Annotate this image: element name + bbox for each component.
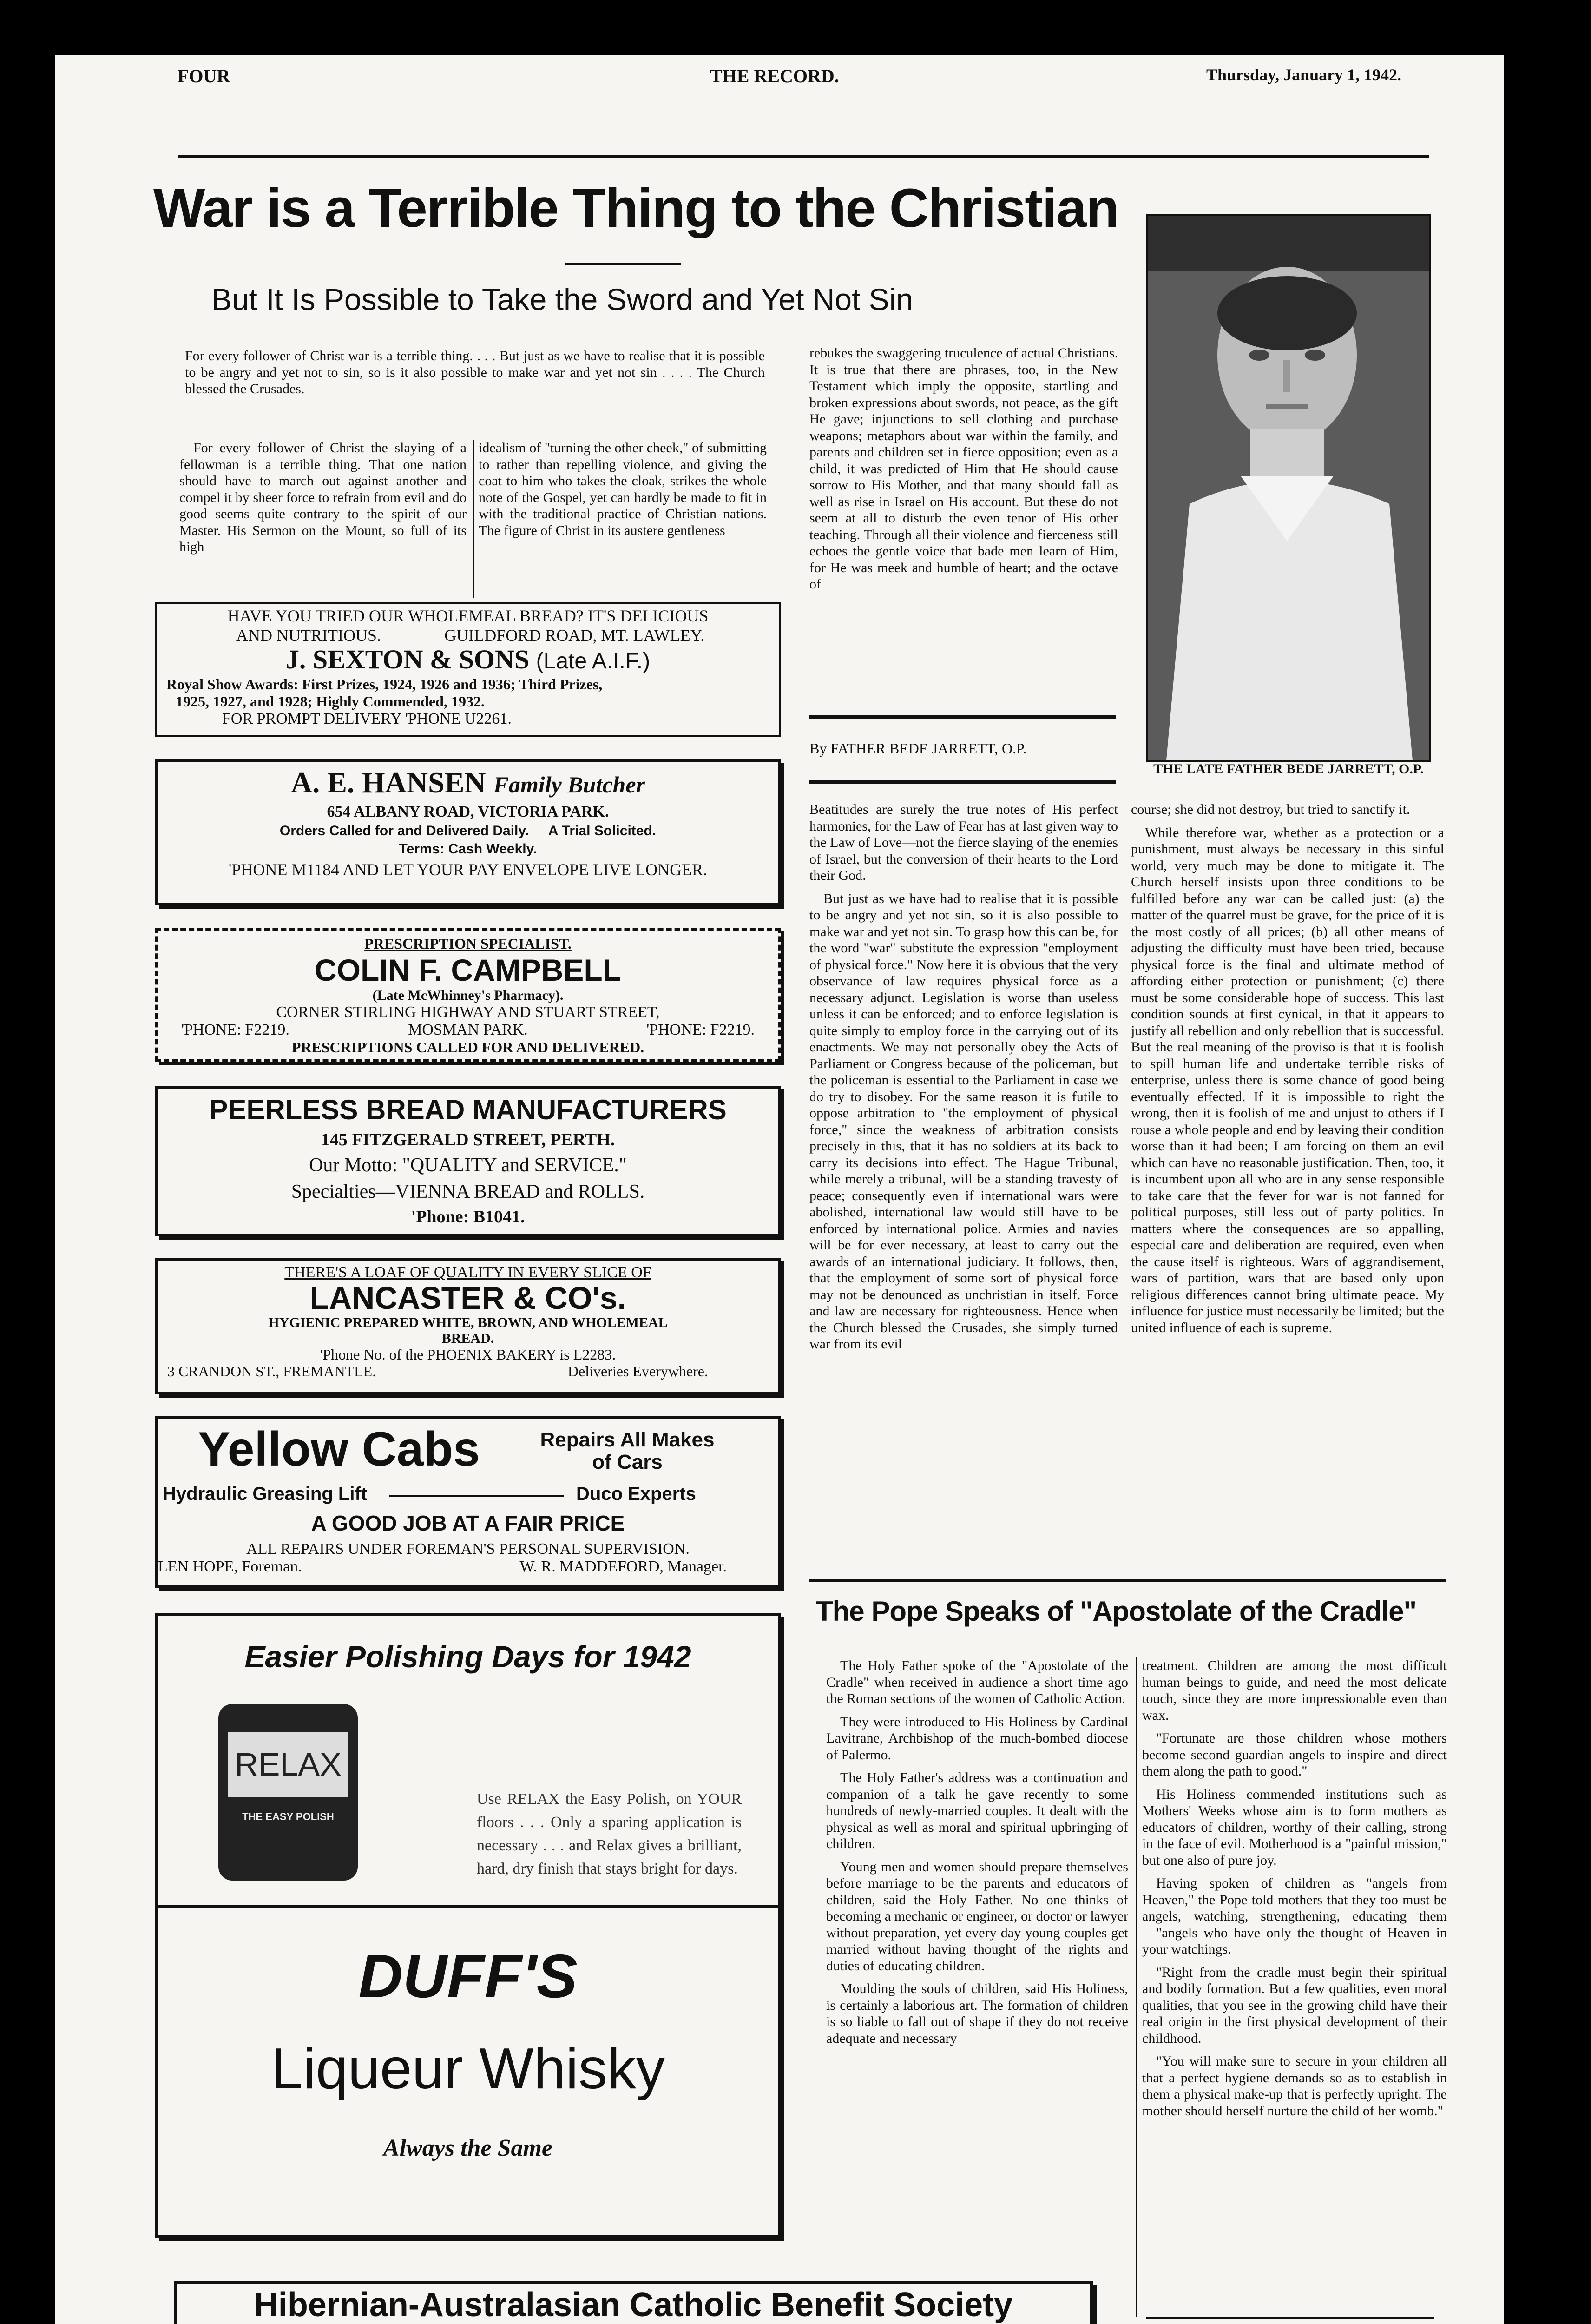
column-rule [473, 440, 474, 598]
masthead-title: THE RECORD. [710, 66, 839, 86]
ad-body: Use RELAX the Easy Polish, on YOUR floors . . . Only a sparing application is necessary . . . and Relax gives a brilliant, hard, dry finish that stays bright for days. [477, 1790, 742, 1877]
ad-line: W. R. MADDEFORD, Manager. [519, 1558, 727, 1575]
ad-product: Liqueur Whisky [271, 2037, 665, 2101]
ad-line: Hydraulic Greasing Lift [163, 1484, 368, 1504]
section-rule [809, 1579, 1446, 1582]
ad-yellow-cabs [155, 1416, 781, 1588]
ad-tagline: Always the Same [383, 2135, 553, 2161]
ad-line: 'PHONE: F2219. [646, 1021, 755, 1038]
ad-line: A GOOD JOB AT A FAIR PRICE [311, 1511, 625, 1535]
ad-line: LEN HOPE, Foreman. [158, 1558, 302, 1575]
ad-line: Duco Experts [576, 1484, 696, 1504]
ad-line: HYGIENIC PREPARED WHITE, BROWN, AND WHOLEMEAL [268, 1315, 668, 1330]
ad-line: A Trial Solicited. [548, 823, 657, 838]
ad-lancaster [155, 1258, 781, 1394]
ad-line: 'Phone No. of the PHOENIX BAKERY is L2283. [320, 1346, 616, 1363]
issue-date: Thursday, January 1, 1942. [1206, 66, 1402, 84]
ad-line: THERE'S A LOAF OF QUALITY IN EVERY SLICE OF [284, 1264, 651, 1281]
column-rule [1136, 1657, 1137, 2317]
ad-line: Terms: Cash Weekly. [399, 841, 537, 857]
ad-line: ALL REPAIRS UNDER FOREMAN'S PERSONAL SUPERVISION. [246, 1540, 690, 1558]
ad-line: Family Butcher [493, 772, 645, 798]
ad-line: 654 ALBANY ROAD, VICTORIA PARK. [327, 803, 609, 820]
ad-line: Orders Called for and Delivered Daily. [279, 823, 529, 838]
ad-line: CORNER STIRLING HIGHWAY AND STUART STREET, [276, 1004, 660, 1021]
ad-line: Specialties—VIENNA BREAD and ROLLS. [291, 1181, 645, 1202]
ad-line: Repairs All Makes of Cars [540, 1428, 715, 1473]
ad-line: 145 FITZGERALD STREET, PERTH. [321, 1130, 615, 1149]
header-rule [178, 155, 1429, 158]
article-column-3: rebukes the swaggering truculence of actual Christians. It is true that there are phrases, too, in the New Testament which imply the opposite, startling and broken expressions about swords, not peace, as the gift He gave; injunctions to sell clothing and purchase weapons; metaphors about war within the family, and parents and children set in fierce opposition; even as a child, it was predicted of Him that He should cause sorrow to His Mother, and that many should fall as well as rise in Israel on His account. But these do not seem at all to disturb the even tenor of His other teaching. Through all their violence and fierceness still echoes the gentle voice that bade men learn of Him, for He was meek and humble of heart; and the octave of [809, 345, 1118, 592]
portrait-photo [1146, 214, 1431, 762]
ad-name: LANCASTER & CO's. [309, 1281, 626, 1316]
ad-name: J. SEXTON & SONS [285, 644, 530, 674]
article-column-3-continued: Beatitudes are surely the true notes of His perfect harmonies, for the Law of Fear has at last given way to the Law of Love—not the fierce slaying of the enemies of Israel, but the conversion of their hearts to the Lord their God. But just as we have had to realise that it is possible to be angry and yet not sin, so it is also possible to make war and yet not sin. To grasp how this can be, for the word "war" substitute the expression "employment of physical force." Now here it is obvious that the very observance of law requires physical force as a necessary adjunct. Legislation is worse than useless unless it can be enforced; and to enforce legislation is quite simply to employ force in the carrying out of its enactments. We may not personally obey the Acts of Parliament or Congress because of the policeman, but the policeman is essential to the Parliament in case we do try to disobey. For the same reason it is futile to oppose arbitration to "the employment of physical force," since the weakness of arbitration consists precisely in this, that it has no soldiers at its back to carry its decisions into effect. The Hague Tribunal, while merely a tribunal, will be a standing travesty of peace; consequently even if international wars were abolished, international law would still have to be enforced by international police. Armies and navies will be for ever necessary, at least to carry out the awards of an international judiciary. It follows, then, that the employment of some sort of physical force may not be denounced as unchristian in itself. Force and law are necessary for righteousness. Hence when the Church blessed the Crusades, she simply turned war from its evil [809, 802, 1118, 1352]
tin-label: RELAX [228, 1732, 348, 1797]
ad-line: 'Phone: B1041. [411, 1207, 525, 1227]
ad-hansen [155, 759, 781, 905]
classified-rule [1146, 2317, 1434, 2319]
ad-line: 'PHONE: F2219. [181, 1021, 289, 1038]
article-column-1: For every follower of Christ the slaying of a fellowman is a terrible thing. That one nation should have to march out against another and compel it by sheer force to refrain from evil and do good seems quite contrary to the spirit of our Master. His Sermon on the Mount, so full of its high [179, 440, 467, 555]
ad-line: GUILDFORD ROAD, MT. LAWLEY. [444, 626, 704, 645]
article-subheadline: But It Is Possible to Take the Sword and Yet Not Sin [211, 282, 914, 317]
page-number: FOUR [178, 66, 230, 86]
ad-name: Hibernian-Australasian Catholic Benefit Society [254, 2286, 1013, 2324]
ad-line: BREAD. [441, 1331, 494, 1346]
ad-line: MOSMAN PARK. [408, 1021, 528, 1038]
ad-relax [155, 1613, 781, 2238]
ad-line: FOR PROMPT DELIVERY 'PHONE U2261. [222, 710, 512, 727]
pope-column-1: The Holy Father spoke of the "Apostolate of the Cradle" when received in audience a short time ago the Roman sections of the women of Catholic Action. They were introduced to His Holiness by Cardinal Lavitrane, Archbishop of the much-bombed diocese of Palermo. The Holy Father's address was a continuation and companion of a talk he gave recently to some hundreds of newly-married couples. It dealt with the physical as well as moral and spiritual upbringing of children. Young men and women should prepare themselves before marriage to be the parents and educators of children, said the Holy Father. No one thinks of becoming a mechanic or engineer, or doctor or lawyer without preparation, yet every day young couples get married without having thought of the rights and duties of educating children. Moulding the souls of children, said His Holiness, is certainly a laborious art. The formation of children is so liable to fall out of shape if they do not receive adequate and necessary [826, 1658, 1128, 2046]
tin-label: THE EASY POLISH [242, 1811, 334, 1822]
ad-line: PRESCRIPTIONS CALLED FOR AND DELIVERED. [291, 1039, 644, 1056]
byline-rule-top [809, 715, 1116, 719]
pope-column-2: treatment. Children are among the most difficult human beings to guide, and need the most delicate touch, since they are more impressionable even than wax. "Fortunate are those children whose mothers become second guardian angels to inspire and direct them along the path to good." His Holiness commended institutions such as Mothers' Weeks whose aim is to form mothers as educators of children, worthy of their calling, strong in the face of evil. Motherhood is a "painful mission," but one also of pure joy. Having spoken of children as "angels from Heaven," the Pope told mothers that they too must be angels, watching, strengthening, educating them—"angels who have only the thought of Heaven in your watchings. "Right from the cradle must begin their spiritual and bodily formation. But a few qualities, even moral qualities, that you see in the growing child have their real origin in the first physical development of their childhood. "You will make sure to secure in your children all that a perfect hygiene demands so as to establish in them a physical make-up that is perfectly upright. The mother should herself nurture the child of her womb." [1142, 1658, 1447, 2119]
ad-line: Royal Show Awards: First Prizes, 1924, 1926 and 1936; Third Prizes, [166, 676, 603, 693]
article-headline: War is a Terrible Thing to the Christian [153, 178, 1119, 239]
ad-line: 'PHONE M1184 AND LET YOUR PAY ENVELOPE LIVE LONGER. [228, 860, 708, 879]
ad-rule [389, 1495, 564, 1497]
ad-line: Our Motto: "QUALITY and SERVICE." [309, 1155, 627, 1176]
photo-caption: THE LATE FATHER BEDE JARRETT, O.P. [1153, 761, 1424, 777]
ad-name: COLIN F. CAMPBELL [315, 953, 621, 987]
ad-line: HAVE YOU TRIED OUR WHOLEMEAL BREAD? IT'S DELICIOUS [227, 607, 709, 625]
ad-hibernian [174, 2281, 1093, 2324]
ad-line: (Late A.I.F.) [536, 649, 651, 673]
polish-tin-icon [218, 1704, 358, 1881]
ad-sexton [155, 602, 781, 737]
headline-divider [565, 263, 681, 265]
ad-name: Easier Polishing Days for 1942 [244, 1639, 691, 1674]
article-column-4: course; she did not destroy, but tried to sanctify it. While therefore war, whether as a protection or a punishment, must always be necessary in this sinful world, very much may be done to mitigate it. The Church herself insists upon three conditions to be fulfilled before any war can be called just: (a) the matter of the quarrel must be grave, for the price of it is the most costly of all prices; (b) all other means of adjusting the difficulty must have been tried, because physical force is the final and ultimate method of affording either protection or punishment; (c) there must be some considerable hope of success. This last condition sounds at first cynical, in that it appears to justify all rebellion and only rebellion that is successful. But the real meaning of the proviso is that it is foolish to spill human life and undertake terrible risks of enterprise, unless there is some chance of good being eventually effected. If it is impossible to right the wrong, then it is foolish of me and unjust to others if I rouse a whole people and end by leaving their condition worse than it had been; I am forcing on them an evil which can have no reasonable justification. Then, too, it is incumbent upon all who are in any sense responsible to take care that the fever for war is not fanned for political purposes, still less out of party politics. In matters where the consequences are so appalling, especial care and deliberation are required, even when the cause itself is righteous. Wars of aggrandisement, wars of partition, wars that are based only upon religious differences cannot bring ultimate peace. My influence for justice must necessarily be limited; but the united influence of each is supreme. [1131, 802, 1444, 1335]
ad-name: A. E. HANSEN [290, 766, 486, 799]
article-byline: By FATHER BEDE JARRETT, O.P. [809, 740, 1027, 757]
ad-name: DUFF'S [358, 1942, 578, 2010]
article-intro: For every follower of Christ war is a terrible thing. . . . But just as we have to realise that it is possible to be angry and yet not to sin, so is it also possible to make war and yet not sin . . . . The Church blessed the Crusades. [185, 348, 765, 396]
ad-line: PRESCRIPTION SPECIALIST. [364, 935, 572, 952]
ad-line: AND NUTRITIOUS. [236, 626, 381, 645]
ad-rule [158, 1905, 778, 1908]
pope-headline: The Pope Speaks of "Apostolate of the Cradle" [816, 1596, 1417, 1627]
ad-line: 3 CRANDON ST., FREMANTLE. [167, 1363, 376, 1380]
article-column-2: idealism of "turning the other cheek," of submitting to rather than repelling violence, and giving the coat to him who takes the cloak, strikes the whole note of the Gospel, yet can hardly be made to fit in with the traditional practice of Christian nations. The figure of Christ in its austere gentleness [479, 440, 767, 538]
byline-rule-bottom [809, 780, 1116, 784]
portrait-figure-icon [1148, 216, 1429, 760]
ad-line: Deliveries Everywhere. [567, 1363, 708, 1380]
ad-campbell [155, 928, 781, 1062]
ad-name: Yellow Cabs [198, 1422, 480, 1476]
ad-peerless [155, 1086, 781, 1236]
ad-line: 1925, 1927, and 1928; Highly Commended, 1932. [176, 693, 485, 710]
ad-name: PEERLESS BREAD MANUFACTURERS [209, 1094, 727, 1125]
ad-line: (Late McWhinney's Pharmacy). [372, 988, 564, 1003]
